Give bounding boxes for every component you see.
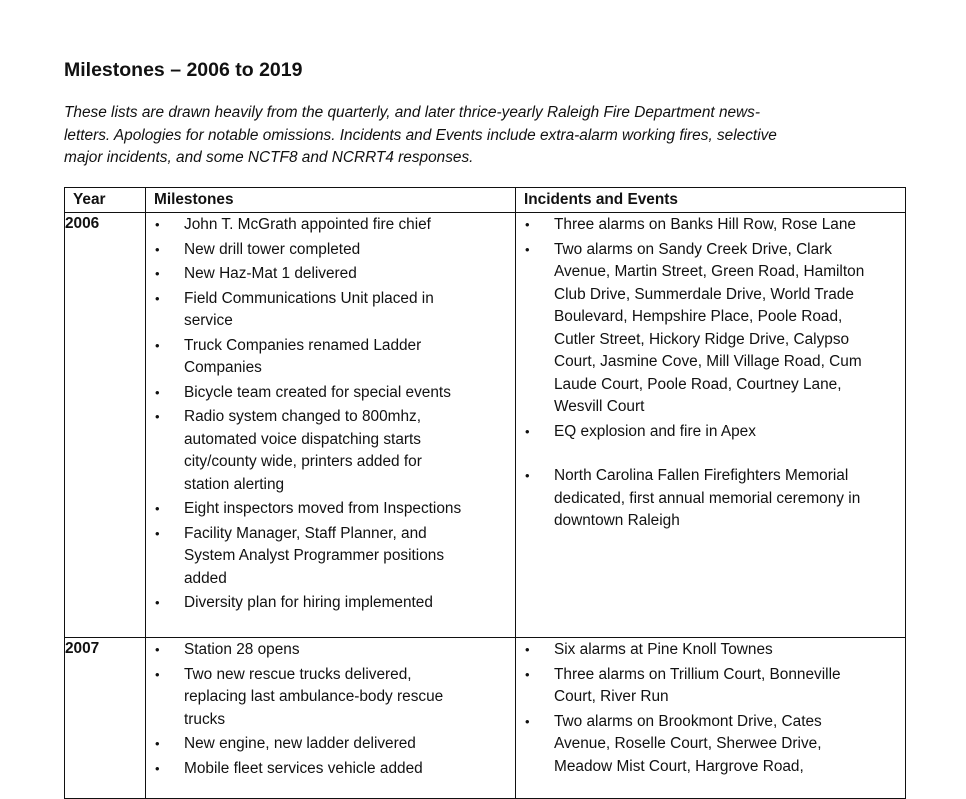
list-item-text: trucks bbox=[184, 710, 226, 728]
list-item-text: John T. McGrath appointed fire chief bbox=[184, 216, 431, 233]
list-item bbox=[146, 406, 511, 496]
list-item-text: Companies bbox=[184, 359, 262, 376]
header-year: Year bbox=[65, 188, 146, 213]
bullet-icon: • bbox=[155, 384, 160, 400]
bullet-icon: • bbox=[155, 666, 160, 682]
list-item-text: System Analyst Programmer positions bbox=[184, 547, 445, 564]
list-item-text: replacing last ambulance-body rescue bbox=[184, 688, 444, 705]
bullet-icon: • bbox=[155, 595, 160, 610]
list-item-text: Meadow Mist Court, Hargrove Road, bbox=[554, 757, 804, 775]
list-item-text: New engine, new ladder delivered bbox=[184, 735, 416, 752]
bullet-icon: • bbox=[525, 642, 530, 657]
list-item-text: Truck Companies renamed Ladder bbox=[184, 336, 422, 354]
list-item-text: Two alarms on Sandy Creek Drive, Clark bbox=[554, 240, 832, 258]
list-item bbox=[146, 288, 511, 333]
list-item-text: New drill tower completed bbox=[184, 240, 361, 258]
incidents-list bbox=[516, 213, 905, 533]
list-item bbox=[146, 239, 511, 262]
milestones-list bbox=[146, 213, 515, 615]
list-item-text: New Haz-Mat 1 delivered bbox=[184, 265, 357, 282]
list-item bbox=[516, 711, 901, 779]
list-item-text: Eight inspectors moved from Inspections bbox=[184, 500, 462, 517]
milestones-list bbox=[146, 638, 515, 780]
bullet-icon: • bbox=[525, 241, 530, 257]
bullet-icon: • bbox=[155, 241, 160, 257]
list-item-text: Mobile fleet services vehicle added bbox=[184, 759, 423, 777]
intro-line: major incidents, and some NCTF8 and NCRRT4 responses. bbox=[64, 149, 474, 167]
bullet-icon: • bbox=[155, 736, 160, 751]
header-milestones: Milestones bbox=[146, 188, 516, 213]
list-item-text: city/county wide, printers added for bbox=[184, 453, 422, 470]
intro-line: letters. Apologies for notable omissions. Incidents and Events include extra-alarm working fires, selective bbox=[64, 126, 777, 144]
list-item-text: Court, River Run bbox=[554, 688, 669, 705]
list-item-text: added bbox=[184, 569, 227, 587]
list-item bbox=[146, 523, 511, 591]
list-item bbox=[516, 664, 901, 709]
list-item bbox=[516, 214, 901, 237]
table-row bbox=[65, 213, 906, 638]
list-item-text: Court, Jasmine Cove, Mill Village Road, Cum bbox=[554, 353, 862, 370]
list-item-text: Two alarms on Brookmont Drive, Cates bbox=[554, 712, 822, 730]
intro-paragraph bbox=[64, 102, 864, 170]
list-item bbox=[146, 733, 511, 756]
bullet-icon: • bbox=[155, 501, 160, 516]
list-item-text: Three alarms on Trillium Court, Bonneville bbox=[554, 665, 841, 683]
list-item-text: Avenue, Martin Street, Green Road, Hamilton bbox=[554, 263, 865, 280]
list-item-text: downtown Raleigh bbox=[554, 512, 680, 529]
list-item bbox=[146, 382, 511, 405]
list-item bbox=[516, 639, 901, 662]
incidents-cell bbox=[516, 638, 906, 799]
intro-line: These lists are drawn heavily from the quarterly, and later thrice-yearly Raleigh Fire Department news- bbox=[64, 104, 760, 121]
bullet-icon: • bbox=[525, 468, 530, 483]
table-row bbox=[65, 638, 906, 799]
list-item-text: Two new rescue trucks delivered, bbox=[184, 665, 412, 683]
list-item bbox=[146, 214, 511, 237]
year-cell: 2006 bbox=[65, 213, 146, 638]
bullet-icon: • bbox=[525, 666, 530, 682]
bullet-icon: • bbox=[155, 642, 160, 657]
list-item-text: station alerting bbox=[184, 475, 285, 493]
list-item-text: Three alarms on Banks Hill Row, Rose Lane bbox=[554, 216, 856, 233]
list-item-text: Six alarms at Pine Knoll Townes bbox=[554, 641, 773, 658]
bullet-icon: • bbox=[525, 713, 530, 729]
incidents-list bbox=[516, 638, 905, 778]
bullet-icon: • bbox=[155, 409, 160, 424]
bullet-icon: • bbox=[525, 423, 530, 439]
bullet-icon: • bbox=[155, 290, 160, 306]
bullet-icon: • bbox=[155, 525, 160, 541]
list-item bbox=[516, 239, 901, 419]
list-item bbox=[146, 664, 511, 732]
milestones-table bbox=[64, 187, 906, 799]
milestones-cell bbox=[146, 213, 516, 638]
list-item-text: Cutler Street, Hickory Ridge Drive, Calypso bbox=[554, 330, 850, 348]
table-header-row bbox=[65, 188, 906, 213]
list-item-text: Avenue, Roselle Court, Sherwee Drive, bbox=[554, 735, 822, 752]
list-item bbox=[146, 498, 511, 521]
list-item-text: Wesvill Court bbox=[554, 398, 645, 415]
header-incidents: Incidents and Events bbox=[516, 188, 906, 213]
list-item-text: Bicycle team created for special events bbox=[184, 383, 451, 401]
list-item bbox=[516, 465, 901, 533]
bullet-icon: • bbox=[525, 217, 530, 232]
list-item bbox=[516, 421, 901, 444]
list-item-text: Radio system changed to 800mhz, bbox=[184, 408, 421, 425]
list-item-text: North Carolina Fallen Firefighters Memorial bbox=[554, 467, 849, 484]
year-cell: 2007 bbox=[65, 638, 146, 799]
milestones-cell bbox=[146, 638, 516, 799]
page-title: Milestones – 2006 to 2019 bbox=[64, 59, 303, 81]
list-item-text: Facility Manager, Staff Planner, and bbox=[184, 524, 427, 542]
incidents-cell bbox=[516, 213, 906, 638]
list-item-text: Boulevard, Hempshire Place, Poole Road, bbox=[554, 308, 843, 325]
list-item bbox=[146, 639, 511, 662]
list-item-text: EQ explosion and fire in Apex bbox=[554, 422, 756, 440]
list-item-text: Laude Court, Poole Road, Courtney Lane, bbox=[554, 375, 842, 393]
list-item-text: Diversity plan for hiring implemented bbox=[184, 594, 433, 611]
list-item bbox=[146, 592, 511, 615]
list-item bbox=[146, 758, 511, 781]
list-item-text: dedicated, first annual memorial ceremony in bbox=[554, 489, 861, 507]
list-item-text: Station 28 opens bbox=[184, 641, 300, 658]
list-item-text: automated voice dispatching starts bbox=[184, 430, 421, 448]
list-item bbox=[146, 263, 511, 286]
list-item bbox=[146, 335, 511, 380]
list-item-text: Club Drive, Summerdale Drive, World Trade bbox=[554, 285, 854, 303]
bullet-icon: • bbox=[155, 337, 160, 353]
list-item-text: service bbox=[184, 312, 233, 329]
bullet-icon: • bbox=[155, 217, 160, 232]
bullet-icon: • bbox=[155, 760, 160, 776]
bullet-icon: • bbox=[155, 266, 160, 281]
list-item-text: Field Communications Unit placed in bbox=[184, 289, 434, 307]
